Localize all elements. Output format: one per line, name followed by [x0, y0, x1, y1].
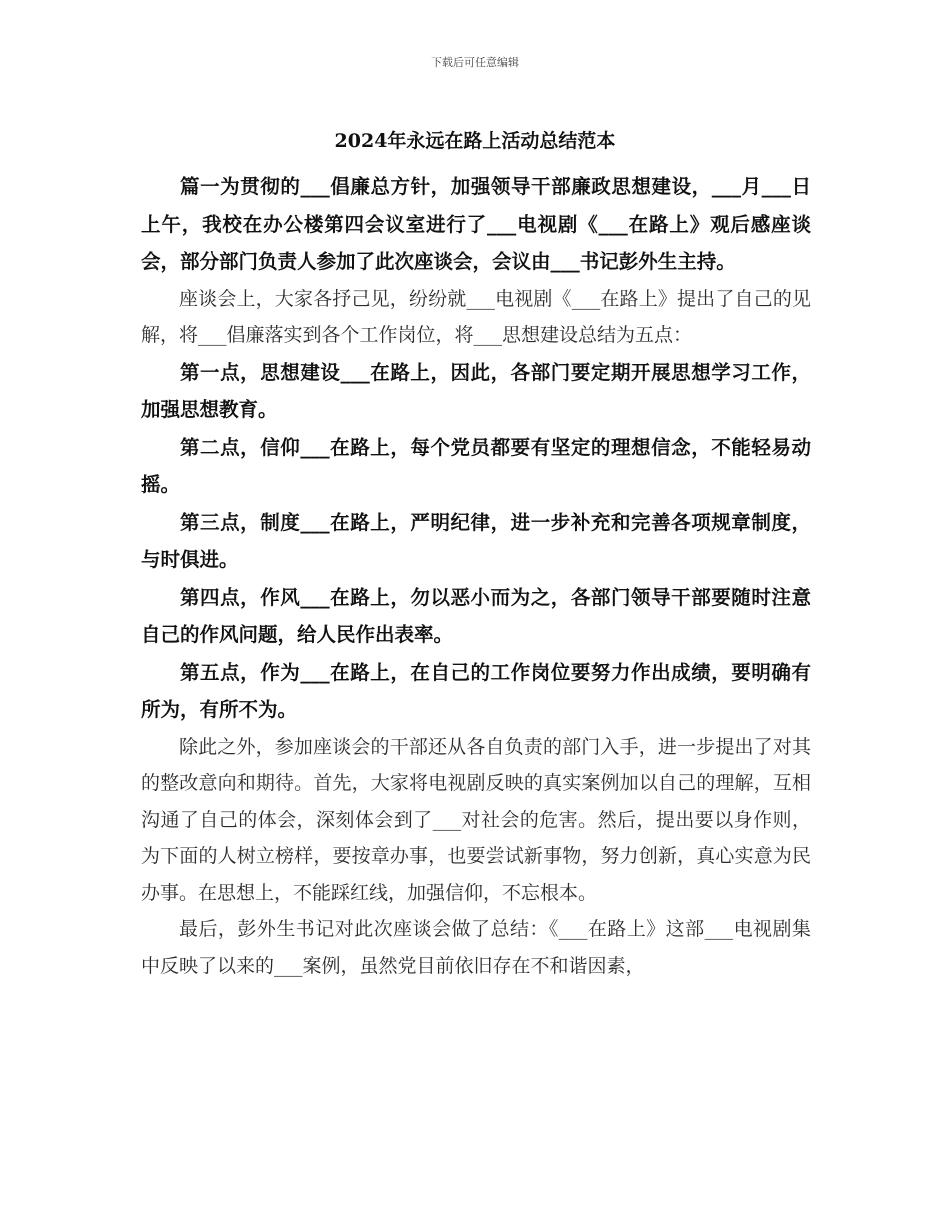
header-note: 下载后可任意编辑: [431, 56, 519, 69]
document-body: [141, 168, 811, 984]
paragraph-point-3: 第三点，制度___在路上，严明纪律，进一步补充和完善各项规章制度，与时俱进。: [141, 510, 811, 571]
paragraph-further: 除此之外，参加座谈会的干部还从各自负责的部门入手，进一步提出了对其的整改意向和期待。首先，大家将电视剧反映的真实案例加以自己的理解，互相沟通了自己的体会，深刻体会到了___对社会的危害。然后，提出要以身作则，为下面的人树立榜样，要按章办事，也要尝试新事物，努力创新，真心实意为民办事。在思想上，不能踩红线，加强信仰，不忘根本。: [141, 735, 811, 904]
paragraph-summary: 最后，彭外生书记对此次座谈会做了总结：《___在路上》这部___电视剧集中反映了以来的___案例，虽然党目前依旧存在不和谐因素，: [141, 918, 811, 977]
paragraph-discussion: 座谈会上，大家各抒己见，纷纷就___电视剧《___在路上》提出了自己的见解，将___倡廉落实到各个工作岗位，将___思想建设总结为五点：: [141, 287, 811, 346]
paragraph-point-2: 第二点，信仰___在路上，每个党员都要有坚定的理想信念，不能轻易动摇。: [141, 435, 811, 496]
paragraph-intro: 篇一为贯彻的___倡廉总方针，加强领导干部廉政思想建设，___月___日上午，我校在办公楼第四会议室进行了___电视剧《___在路上》观后感座谈会，部分部门负责人参加了此次座谈会，会议由___书记彭外生主持。: [141, 175, 811, 273]
paragraph-point-4: 第四点，作风___在路上，勿以恶小而为之，各部门领导干部要随时注意自己的作风问题，给人民作出表率。: [141, 585, 811, 646]
paragraph-point-1: 第一点，思想建设___在路上，因此，各部门要定期开展思想学习工作，加强思想教育。: [141, 360, 811, 421]
document-title: 2024年永远在路上活动总结范本: [334, 130, 616, 152]
paragraph-point-5: 第五点，作为___在路上，在自己的工作岗位要努力作出成绩，要明确有所为，有所不为。: [141, 660, 811, 721]
